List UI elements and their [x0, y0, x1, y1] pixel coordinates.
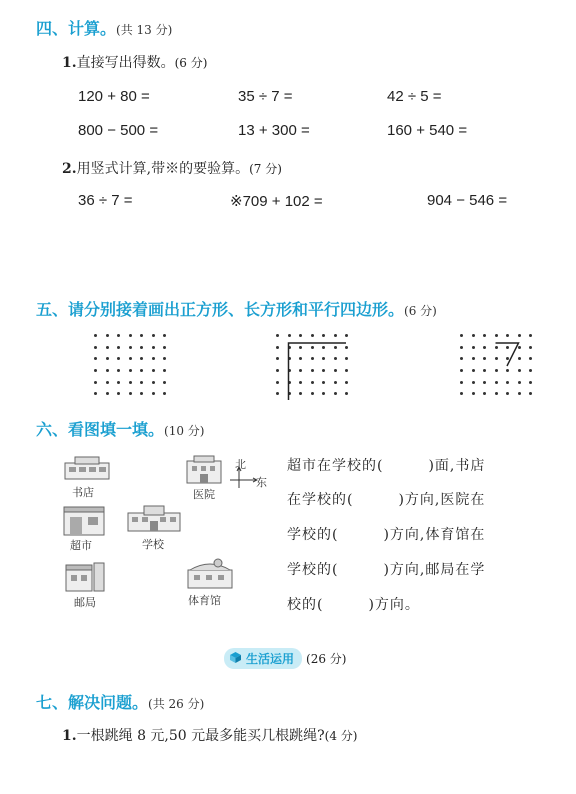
dot-grid-parallelogram[interactable]: [456, 330, 537, 400]
question-1-heading: [62, 52, 207, 72]
dot: [94, 392, 97, 395]
dot: [129, 381, 132, 384]
school-icon: [124, 503, 184, 533]
question-number: 2.: [62, 161, 77, 177]
grid-dot: [125, 388, 137, 400]
grid-dot: [125, 376, 137, 388]
dot: [129, 357, 132, 360]
grid-dot: [125, 342, 137, 354]
question-heading: [62, 725, 357, 745]
dot: [163, 357, 166, 360]
equation: 35 ÷ 7 =: [238, 88, 293, 105]
badge-label: 生活运用: [246, 652, 295, 666]
dot: [152, 357, 155, 360]
section-points: (6 分): [404, 304, 437, 318]
question-2-heading: [62, 158, 282, 178]
dot: [152, 381, 155, 384]
dot: [152, 346, 155, 349]
dot-grid-rectangle[interactable]: [272, 330, 353, 400]
section-6-heading: [36, 417, 204, 440]
section-5-heading: [36, 297, 437, 320]
dot: [140, 334, 143, 337]
dot: [152, 369, 155, 372]
parallelogram-start-lines: [456, 330, 546, 405]
dot: [94, 381, 97, 384]
grid-dot: [148, 353, 160, 365]
grid-dot: [136, 330, 148, 342]
equation: 800 − 500 =: [78, 122, 159, 139]
grid-dot: [159, 330, 171, 342]
hospital-label: 医院: [193, 488, 215, 501]
dot: [117, 357, 120, 360]
grid-dot: [90, 353, 102, 365]
question-number: 1.: [62, 728, 77, 744]
dot: [129, 346, 132, 349]
grid-dot: [102, 330, 114, 342]
section-title: 四、计算。: [36, 19, 117, 38]
grid-dot: [113, 342, 125, 354]
dot: [129, 369, 132, 372]
grid-dot: [102, 388, 114, 400]
dot: [152, 392, 155, 395]
dot: [94, 369, 97, 372]
compass-north: 北: [235, 458, 246, 471]
grid-dot: [159, 342, 171, 354]
dot: [106, 357, 109, 360]
fill-line: 学校的( )方向,体育馆在: [287, 527, 486, 543]
supermarket-icon: [62, 505, 106, 537]
equation: 36 ÷ 7 =: [78, 192, 133, 209]
dot: [117, 369, 120, 372]
grid-dot: [90, 388, 102, 400]
grid-dot: [113, 365, 125, 377]
life-application-badge: [224, 648, 346, 669]
dot: [106, 346, 109, 349]
section-title: 七、解决问题。: [36, 693, 149, 712]
question-text: 一根跳绳 8 元,50 元最多能买几根跳绳?: [76, 728, 325, 744]
equation: 160 + 540 =: [387, 122, 468, 139]
dot: [163, 369, 166, 372]
hospital-icon: [184, 455, 224, 485]
bookstore-icon: [63, 455, 111, 481]
grid-dot: [113, 388, 125, 400]
grid-dot: [125, 353, 137, 365]
dot-grid: [90, 330, 171, 400]
section-title: 六、看图填一填。: [36, 420, 165, 439]
school-label: 学校: [142, 538, 164, 551]
dot: [140, 346, 143, 349]
dot: [106, 334, 109, 337]
grid-dot: [90, 365, 102, 377]
dot: [140, 392, 143, 395]
grid-dot: [148, 376, 160, 388]
gym-label: 体育馆: [188, 594, 221, 607]
fill-line: 在学校的( )方向,医院在: [287, 492, 486, 508]
equation: 42 ÷ 5 =: [387, 88, 442, 105]
dot: [106, 369, 109, 372]
grid-dot: [136, 376, 148, 388]
grid-dot: [136, 342, 148, 354]
grid-dot: [136, 365, 148, 377]
dot: [163, 334, 166, 337]
grid-dot: [102, 342, 114, 354]
dot-grid-square[interactable]: [90, 330, 171, 400]
section-points: (10 分): [164, 424, 205, 438]
equation: 120 + 80 =: [78, 88, 150, 105]
section-points: (共 26 分): [148, 697, 205, 711]
dot: [94, 334, 97, 337]
section-title: 五、请分别接着画出正方形、长方形和平行四边形。: [36, 300, 405, 319]
grid-dot: [102, 365, 114, 377]
fill-line: 校的( )方向。: [287, 597, 420, 613]
dot: [94, 346, 97, 349]
rectangle-start-lines: [272, 330, 362, 405]
grid-dot: [125, 365, 137, 377]
dot: [117, 381, 120, 384]
section-7-heading: [36, 690, 204, 713]
grid-dot: [148, 330, 160, 342]
post-office-icon: [64, 561, 106, 593]
grid-dot: [125, 330, 137, 342]
grid-dot: [159, 365, 171, 377]
grid-dot: [90, 342, 102, 354]
section-4-heading: [36, 16, 172, 39]
grid-dot: [90, 330, 102, 342]
compass-arrows: [228, 466, 258, 490]
equation: ※709 + 102 =: [230, 193, 323, 210]
question-number: 1.: [62, 55, 77, 71]
grid-dot: [113, 353, 125, 365]
dot: [140, 381, 143, 384]
dot: [163, 381, 166, 384]
grid-dot: [102, 353, 114, 365]
dot: [117, 346, 120, 349]
dot: [163, 392, 166, 395]
dot: [129, 392, 132, 395]
question-points: (6 分): [174, 56, 208, 70]
cube-icon: [229, 651, 242, 664]
question-text: 直接写出得数。: [76, 55, 175, 71]
grid-dot: [102, 376, 114, 388]
question-points: (7 分): [249, 162, 282, 176]
question-points: (4 分): [324, 729, 358, 743]
fill-line: 超市在学校的( )面,书店: [287, 458, 486, 474]
equation: 904 − 546 =: [427, 192, 508, 209]
grid-dot: [90, 376, 102, 388]
supermarket-label: 超市: [70, 539, 92, 552]
grid-dot: [136, 388, 148, 400]
question-text: 用竖式计算,带※的要验算。: [76, 161, 250, 177]
grid-dot: [113, 330, 125, 342]
grid-dot: [136, 353, 148, 365]
badge-points: (26 分): [306, 652, 347, 666]
equation: 13 + 300 =: [238, 122, 310, 139]
compass-east: 东: [256, 476, 267, 489]
post-office-label: 邮局: [74, 596, 96, 609]
grid-dot: [159, 353, 171, 365]
grid-dot: [148, 342, 160, 354]
dot: [106, 381, 109, 384]
grid-dot: [113, 376, 125, 388]
dot: [117, 392, 120, 395]
grid-dot: [159, 376, 171, 388]
dot: [140, 369, 143, 372]
dot: [129, 334, 132, 337]
grid-dot: [148, 388, 160, 400]
dot: [117, 334, 120, 337]
fill-line: 学校的( )方向,邮局在学: [287, 562, 486, 578]
dot: [94, 357, 97, 360]
grid-dot: [148, 365, 160, 377]
section-points: (共 13 分): [116, 23, 173, 37]
bookstore-label: 书店: [72, 486, 94, 499]
dot: [163, 346, 166, 349]
dot: [106, 392, 109, 395]
badge-pill: [224, 648, 302, 669]
gym-icon: [184, 556, 236, 590]
dot: [152, 334, 155, 337]
dot: [140, 357, 143, 360]
grid-dot: [159, 388, 171, 400]
